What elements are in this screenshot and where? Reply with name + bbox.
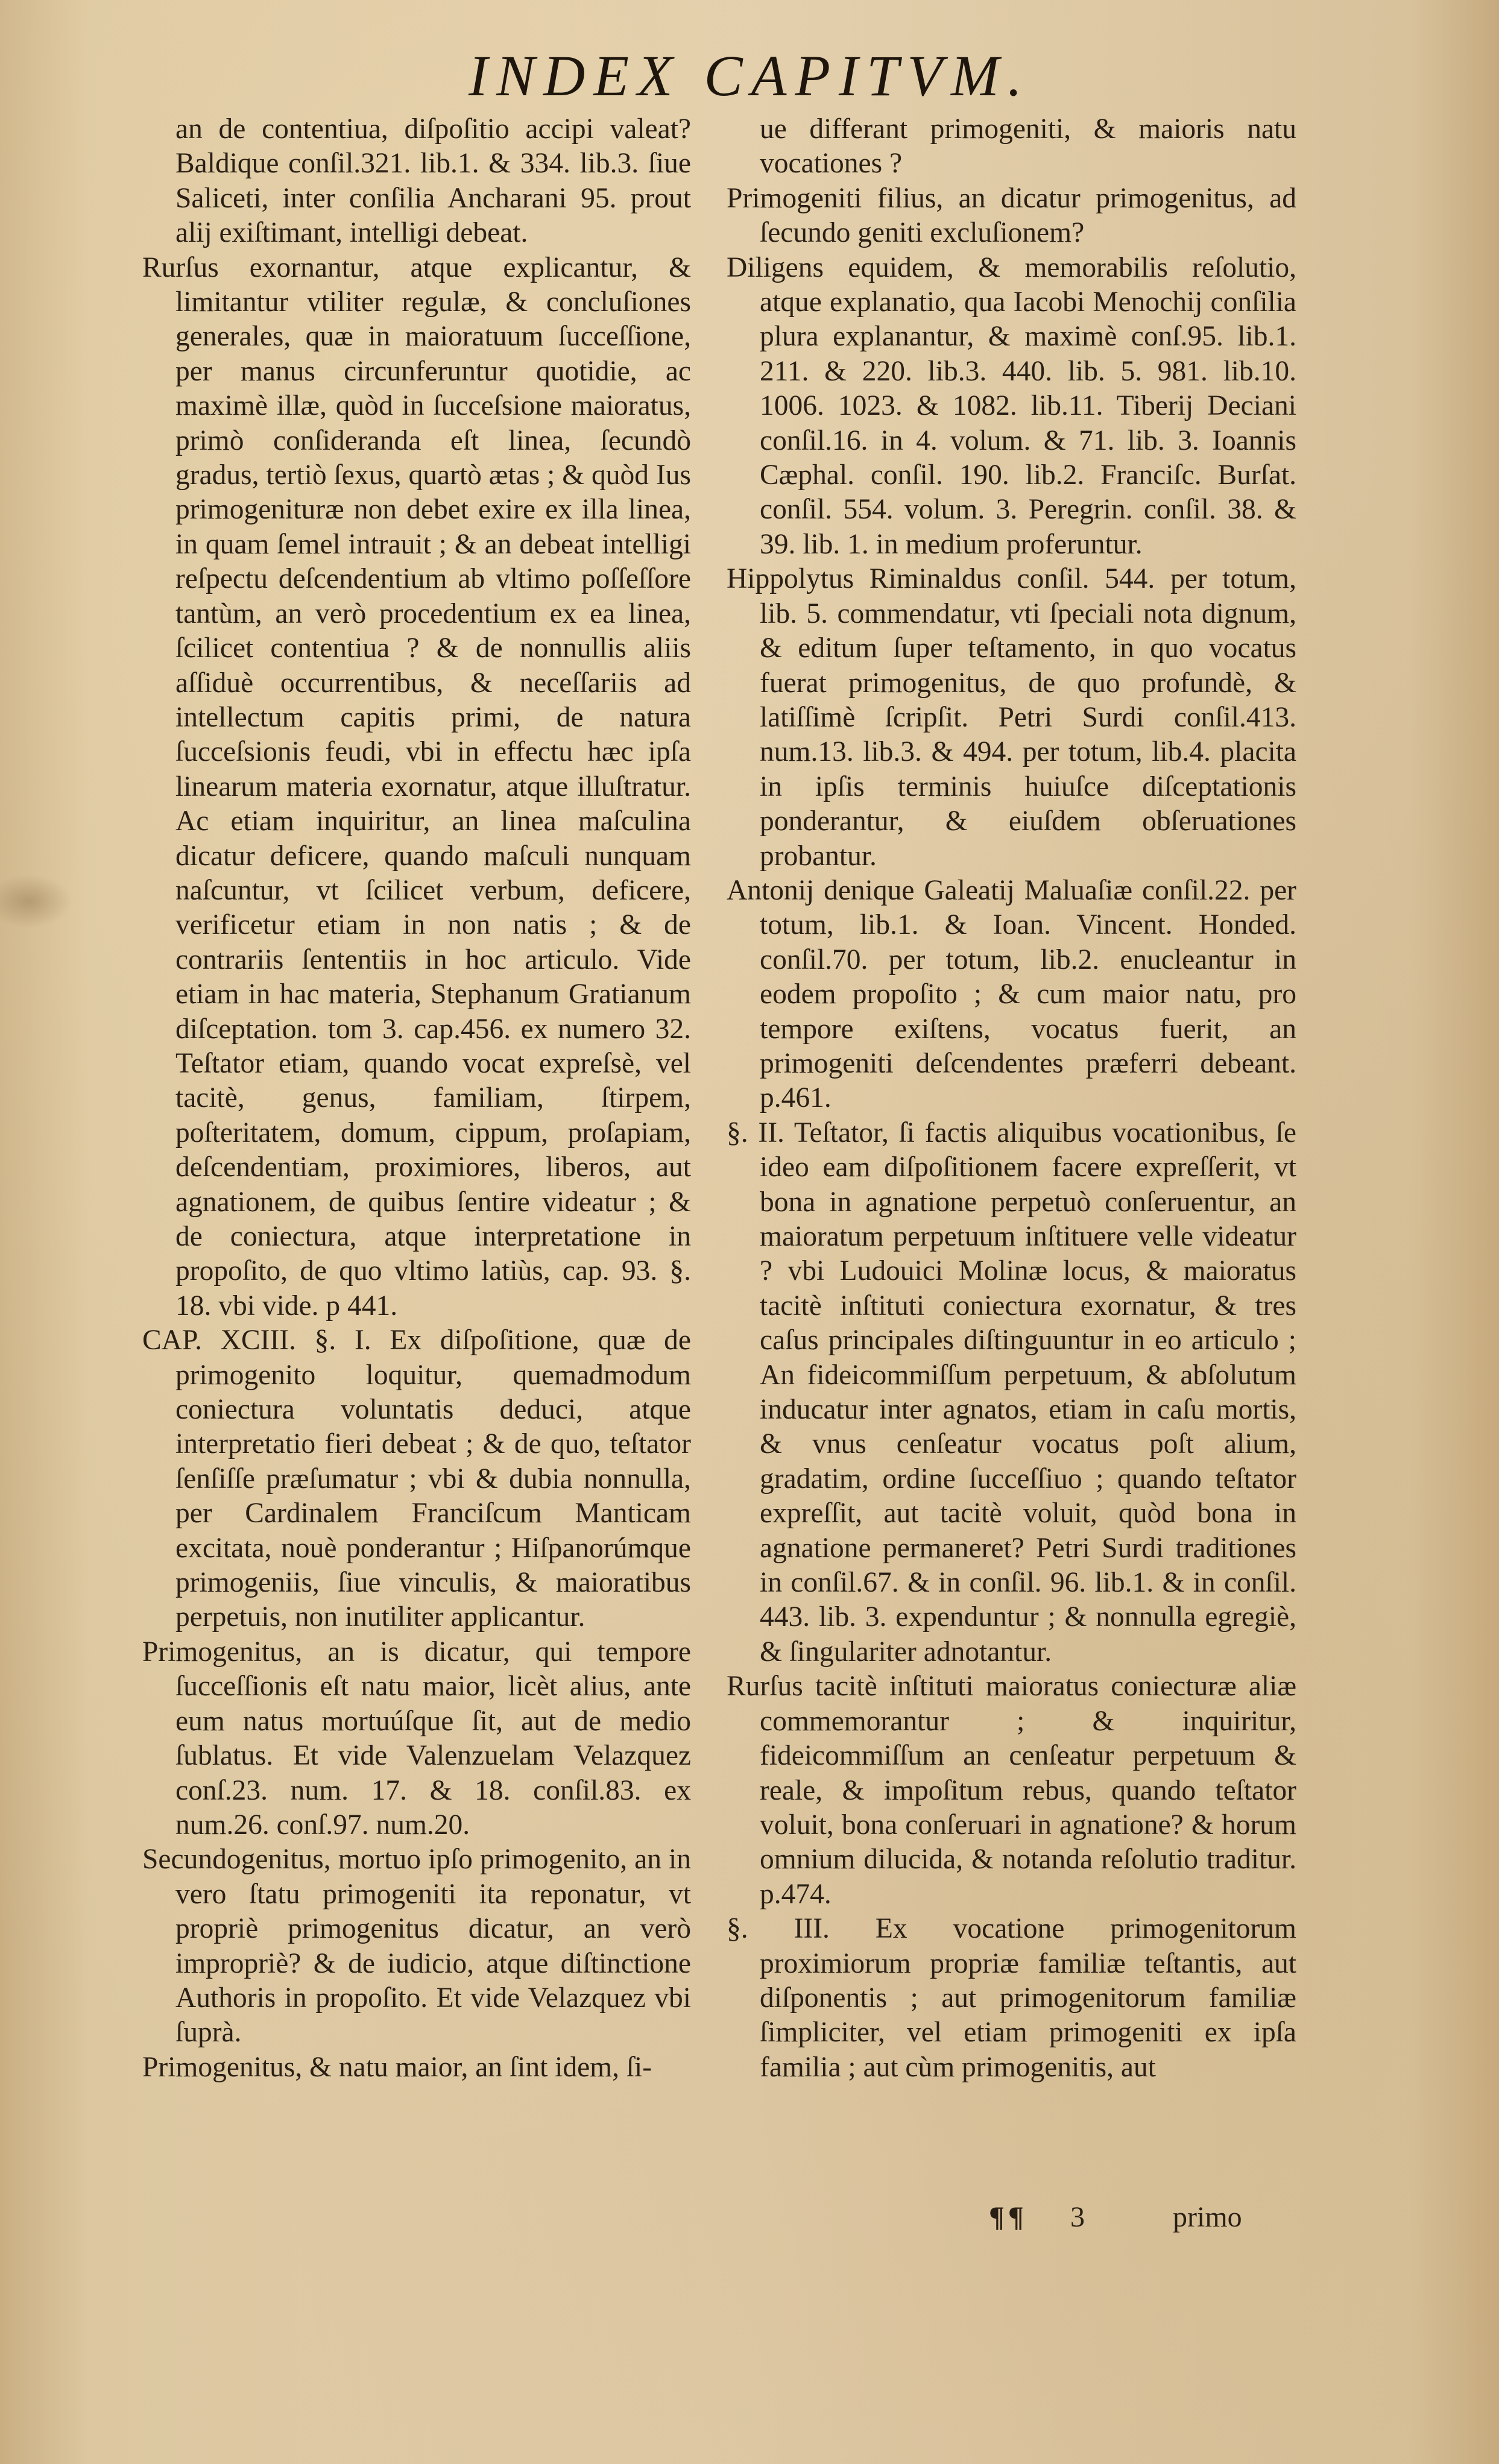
section-entry: §. III. Ex vocatione primogenitorum proximiorum propriæ familiæ teſtantis, aut diſponentis ; aut primogenitorum familiæ ſimpliciter, vel etiam primogeniti ex ipſa familia ; aut cùm primogenitis, aut	[727, 1913, 1296, 2083]
index-entry: Diligens equidem, & memorabilis reſolutio, atque explanatio, qua Iacobi Menochij conſilia plura explanantur, & maximè conſ.95. lib.1. 211. & 220. lib.3. 440. lib. 5. 981. lib.10. 1006. 1023. & 1082. lib.11. Tiberij Deciani conſil.16. in 4. volum. & 71. lib. 3. Ioannis Cæphal. conſil. 190. lib.2. Franciſc. Burſat. conſil. 554. volum. 3. Peregrin. conſil. 38. & 39. lib. 1. in medium proferuntur.	[727, 251, 1296, 560]
index-entry: Antonij denique Galeatij Maluaſiæ conſil.22. per totum, lib.1. & Ioan. Vincent. Honded. conſil.70. per totum, lib.2. enucleantur in eodem propoſito ; & cum maior natu, pro tempore exiſtens, vocatus fuerit, an primogeniti deſcendentes præferri debeant. p.461.	[727, 874, 1296, 1114]
index-entry: Hippolytus Riminaldus conſil. 544. per totum, lib. 5. commendatur, vti ſpeciali nota dignum, & editum ſuper teſtamento, in quo vocatus fuerat primogenitus, de quo profundè, & latiſſimè ſcripſit. Petri Surdi conſil.413. num.13. lib.3. & 494. per totum, lib.4. placita in ipſis terminis huiuſce diſceptationis ponderantur, & eiuſdem obſeruationes probantur.	[727, 563, 1296, 872]
left-column	[142, 112, 691, 2085]
index-entry: an de contentiua, diſpoſitio accipi valeat? Baldique conſil.321. lib.1. & 334. lib.3. ſiue Saliceti, inter conſilia Ancharani 95. prout alij exiſtimant, intelligi debeat.	[175, 113, 691, 249]
right-column	[727, 112, 1296, 2085]
index-entry: Primogeniti filius, an dicatur primogenitus, ad ſecundo geniti excluſionem?	[727, 182, 1296, 249]
catchword: primo	[1173, 2201, 1242, 2233]
index-entry: Secundogenitus, mortuo ipſo primogenito, an in vero ſtatu primogeniti ita reponatur, vt propriè primogenitus dicatur, an verò impropriè? & de iudicio, atque diſtinctione Authoris in propoſito. Et vide Velazquez vbi ſuprà.	[142, 1844, 691, 2049]
page-stain	[0, 874, 72, 928]
index-entry: Rurſus exornantur, atque explicantur, & limitantur vtiliter regulæ, & concluſiones generales, quæ in maioratuum ſucceſſione, per manus circunferuntur quotidie, ac maximè illæ, quòd in ſucceſsione maioratus, primò conſideranda eſt linea, ſecundò gradus, tertiò ſexus, quartò ætas ; & quòd Ius primogenituræ non debet exire ex illa linea, in quam ſemel intrauit ; & an debeat intelligi reſpectu deſcendentium ab vltimo poſſeſſore tantùm, an verò procedentium ex ea linea, ſcilicet contentiua ? & de nonnullis aliis aſſiduè occurrentibus, & neceſſariis ad intellectum capitis primi, de natura ſucceſsionis feudi, vbi in effectu hæc ipſa linearum materia exornatur, atque illuſtratur. Ac etiam inquiritur, an linea maſculina dicatur deficere, quando maſculi nunquam naſcuntur, vt ſcilicet verbum, deficere, verificetur etiam in non natis ; & de contrariis ſententiis in hoc articulo. Vide etiam in hac materia, Stephanum Gratianum diſceptation. tom 3. cap.456. ex numero 32. Teſtator etiam, quando vocat expreſsè, vel tacitè, genus, familiam, ſtirpem, poſteritatem, domum, cippum, proſapiam, deſcendentiam, proximiores, liberos, aut agnationem, de quibus ſentire videatur ; & de coniectura, atque interpretatione in propoſito, de quo vltimo latiùs, cap. 93. §. 18. vbi vide. p 441.	[142, 251, 691, 1322]
chapter-heading-entry: CAP. XCIII. §. I. Ex diſpoſitione, quæ de primogenito loquitur, quemadmodum coniectura voluntatis deduci, atque interpretatio fieri debeat ; & de quo, teſtator ſenſiſſe præſumatur ; vbi & dubia nonnulla, per Cardinalem Franciſcum Manticam excitata, nouè ponderantur ; Hiſpanorúmque primogeniis, ſiue vinculis, & maioratibus perpetuis, non inutiliter applicantur.	[142, 1325, 691, 1633]
signature-mark: ¶¶	[989, 2201, 1027, 2233]
index-entry: Primogenitus, an is dicatur, qui tempore ſucceſſionis eſt natu maior, licèt alius, ante eum natus mortuúſque ſit, aut de medio ſublatus. Et vide Valenzuelam Velazquez conſ.23. num. 17. & 18. conſil.83. ex num.26. conſ.97. num.20.	[142, 1636, 691, 1841]
index-entry: Primogenitus, & natu maior, an ſint idem, ſi-	[142, 2051, 652, 2083]
index-entry-continuation: ue differant primogeniti, & maioris natu vocationes ?	[760, 113, 1296, 180]
running-head: INDEX CAPITVM.	[469, 43, 1030, 108]
section-entry: §. II. Teſtator, ſi factis aliquibus vocationibus, ſe ideo eam diſpoſitionem facere expreſſerit, vt bona in agnatione perpetuò conſeruentur, an maioratum perpetuum inſtituere velle videatur ? vbi Ludouici Molinæ locus, & maioratus tacitè inſtituti coniectura exornatur, & tres caſus principales diſtinguuntur in eo articulo ; An fideicommiſſum perpetuum, & abſolutum inducatur inter agnatos, etiam in caſu mortis, & vnus cenſeatur vocatus poſt alium, gradatim, ordine ſucceſſiuo ; quando teſtator expreſſit, aut tacitè voluit, quòd bona in agnatione permaneret? Petri Surdi traditiones in conſil.67. & in conſil. 96. lib.1. & in conſil. 443. lib. 3. expenduntur ; & nonnulla egregiè, & ſingulariter adnotantur.	[727, 1117, 1296, 1668]
index-entry: Rurſus tacitè inſtituti maioratus coniecturæ aliæ commemorantur ; & inquiritur, fideicommiſſum an cenſeatur perpetuum & reale, & impoſitum rebus, quando teſtator voluit, bona conſeruari in agnatione? & horum omnium dilucida, & notanda reſolutio traditur. p.474.	[727, 1671, 1296, 1910]
signature-number: 3	[1070, 2201, 1085, 2233]
